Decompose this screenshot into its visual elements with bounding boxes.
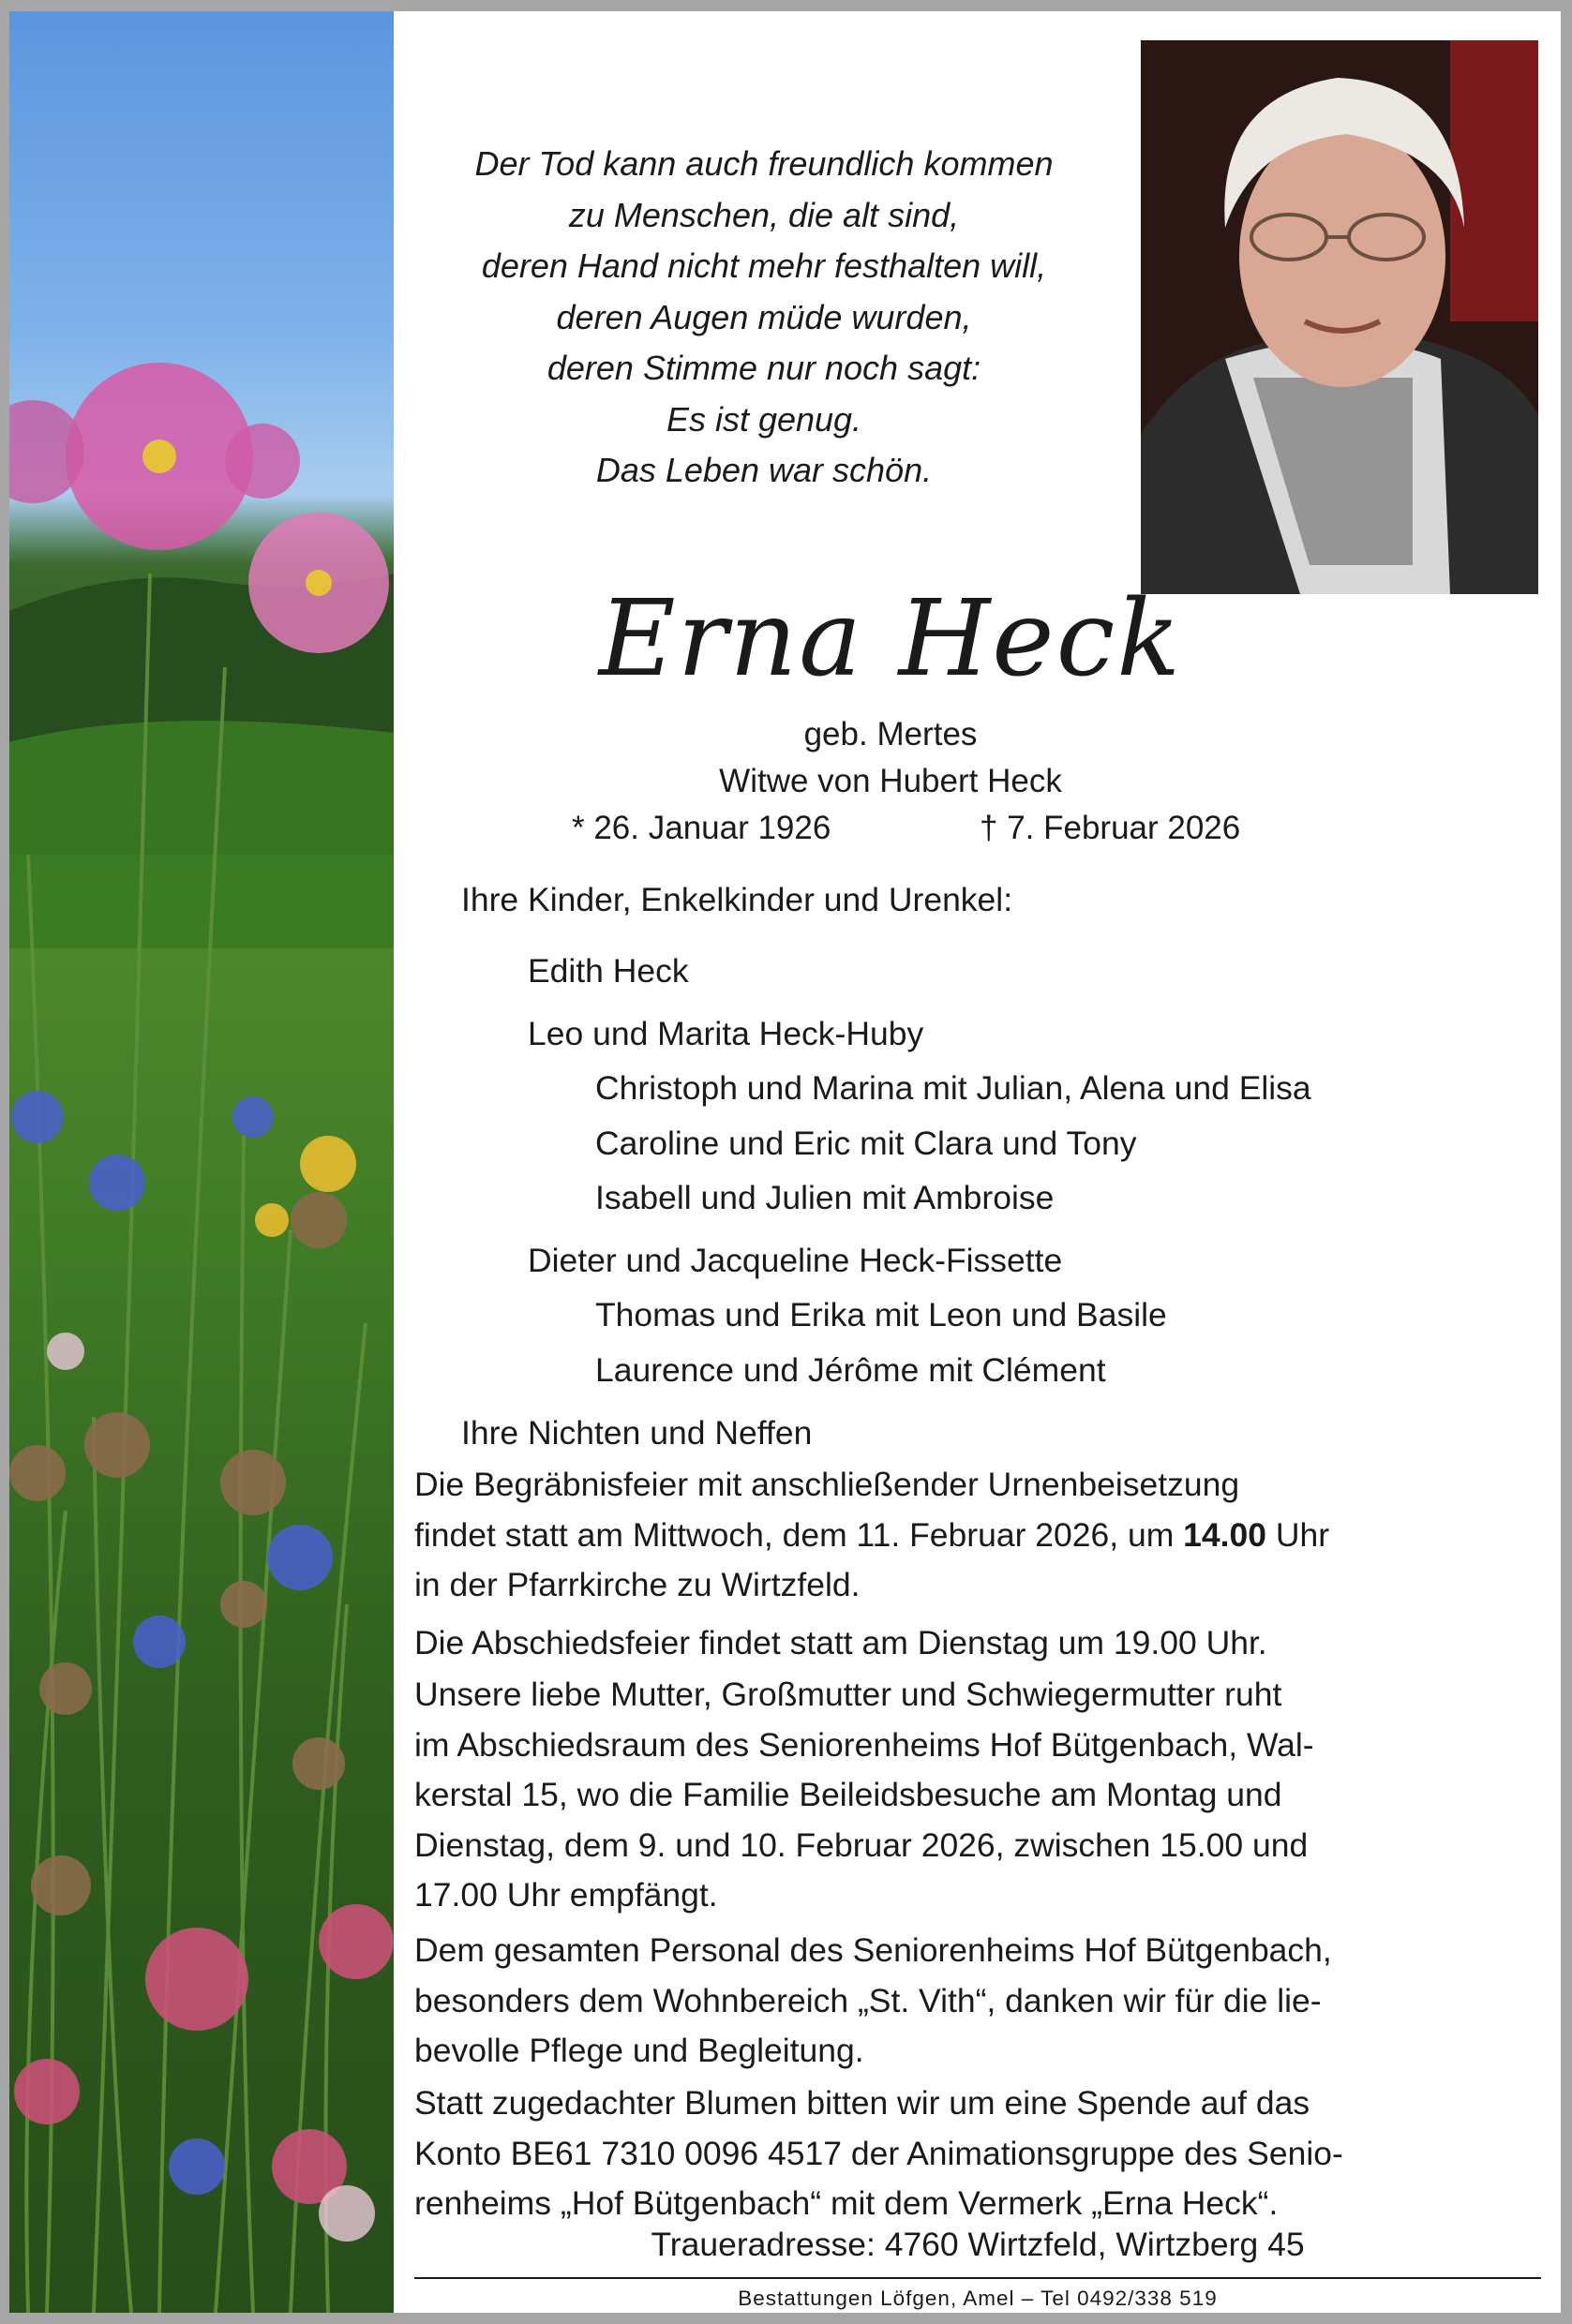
thanks-info xyxy=(414,1926,1332,2077)
death-date: † 7. Februar 2026 xyxy=(980,810,1241,846)
grandchild-line: Caroline und Eric mit Clara und Tony xyxy=(595,1125,1137,1162)
thanks-line: bevolle Pflege und Begleitung. xyxy=(414,2032,864,2069)
donation-line: Statt zugedachter Blumen bitten wir um eine Spende auf das xyxy=(414,2084,1310,2122)
grandchild-line: Laurence und Jérôme mit Clément xyxy=(595,1351,1106,1389)
funeral-line: in der Pfarrkirche zu Wirtzfeld. xyxy=(414,1566,861,1603)
widow-of: Witwe von Hubert Heck xyxy=(719,763,1062,799)
wildflower-meadow-illustration xyxy=(9,11,394,2313)
funeral-line xyxy=(414,1511,1329,1561)
funeral-text: findet statt am Mittwoch, dem 11. Februar 2026, um xyxy=(414,1515,1184,1554)
viewing-line: Dienstag, dem 9. und 10. Februar 2026, zwischen 15.00 und xyxy=(414,1825,1309,1864)
poem-line: Der Tod kann auch freundlich kommen xyxy=(474,144,1054,183)
grandchild-line: Christoph und Marina mit Julian, Alena und Elisa xyxy=(595,1069,1311,1107)
birth-name: geb. Mertes xyxy=(803,716,978,752)
mourning-address: Traueradresse: 4760 Wirtzfeld, Wirtzberg 45 xyxy=(651,2226,1305,2263)
obituary-card xyxy=(9,11,1561,2313)
thanks-line: besonders dem Wohnbereich „St. Vith“, danken wir für die lie- xyxy=(414,1981,1322,2019)
deceased-name: Erna Heck xyxy=(598,578,1183,700)
farewell-line: Die Abschiedsfeier findet statt am Dienstag um 19.00 Uhr. xyxy=(414,1624,1267,1661)
farewell-info xyxy=(414,1618,1267,1669)
wildflower-meadow-image xyxy=(9,11,394,2313)
funeral-line: Die Begräbnisfeier mit anschließender Urnenbeisetzung xyxy=(414,1466,1240,1503)
donation-info xyxy=(414,2078,1343,2229)
footer-divider xyxy=(414,2277,1541,2279)
nieces-nephews: Ihre Nichten und Neffen xyxy=(461,1414,813,1452)
poem-line: deren Hand nicht mehr festhalten will, xyxy=(481,246,1047,285)
thanks-line: Dem gesamten Personal des Seniorenheims Hof Bütgenbach, xyxy=(414,1931,1332,1969)
poem xyxy=(394,139,1134,497)
viewing-line: kerstal 15, wo die Familie Beileidsbesuche am Montag und xyxy=(414,1776,1282,1813)
poem-line: deren Augen müde wurden, xyxy=(556,297,972,336)
family-heading: Ihre Kinder, Enkelkinder und Urenkel: xyxy=(461,881,1013,918)
funeral-time: 14.00 xyxy=(1183,1515,1267,1554)
viewing-line: 17.00 Uhr empfängt. xyxy=(414,1876,718,1914)
poem-line: deren Stimme nur noch sagt: xyxy=(546,349,981,387)
viewing-info xyxy=(414,1670,1314,1921)
portrait-illustration xyxy=(1141,40,1538,594)
viewing-line: im Abschiedsraum des Seniorenheims Hof Bütgenbach, Wal- xyxy=(414,1725,1314,1764)
child-name: Edith Heck xyxy=(528,952,689,990)
funeral-text: Uhr xyxy=(1266,1515,1330,1554)
child-name: Dieter und Jacqueline Heck-Fissette xyxy=(528,1242,1063,1279)
funeral-info xyxy=(414,1460,1329,1611)
donation-line: renheims „Hof Bütgenbach“ mit dem Vermerk „Erna Heck“. xyxy=(414,2184,1279,2222)
poem-line: Das Leben war schön. xyxy=(595,451,933,489)
poem-line: zu Menschen, die alt sind, xyxy=(568,195,960,234)
grandchild-line: Isabell und Julien mit Ambroise xyxy=(595,1179,1055,1216)
portrait-photo xyxy=(1141,40,1538,594)
poem-line: Es ist genug. xyxy=(666,399,862,439)
grandchild-line: Thomas und Erika mit Leon und Basile xyxy=(595,1296,1167,1333)
funeral-home-footer: Bestattungen Löfgen, Amel – Tel 0492/338 519 xyxy=(738,2287,1218,2310)
donation-line: Konto BE61 7310 0096 4517 der Animationsgruppe des Senio- xyxy=(414,2134,1343,2172)
child-name: Leo und Marita Heck-Huby xyxy=(528,1015,924,1052)
viewing-line: Unsere liebe Mutter, Großmutter und Schwiegermutter ruht xyxy=(414,1676,1282,1713)
birth-date: * 26. Januar 1926 xyxy=(572,810,831,846)
